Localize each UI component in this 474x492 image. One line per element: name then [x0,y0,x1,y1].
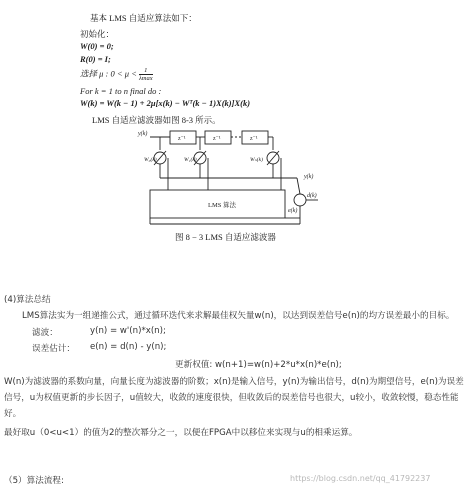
filter-equation: y(n) = w'(n)*x(n); [90,326,166,336]
error-estimate-label: 误差估计： [32,344,75,354]
next-section-heading: （5）算法流程: [4,476,64,486]
delay-label-3: z⁻¹ [250,136,258,142]
loop-text: For k = 1 to n final do : [80,86,162,96]
summary-paragraph-3: 最好取u（0<u<1）的值为2的整次幂分之一，以便在FPGA中以移位来实现与u的相乘运算。 [4,428,358,438]
summary-paragraph-2: W(n)为滤波器的系数向量，向量长度为滤波器的阶数；x(n)是输入信号，y(n)为输出信号，d(n)为期望信号，e(n)为误差信号，u为权值更新的步长因子，u值较大，收敛的速度很快，但收敛后的误差信号也很大，u较小，收敛较慢，稳态性能好。 [4,377,464,419]
weight-update-equation: W(k) = W(k − 1) + 2μ[x(k) − Wᵀ(k − 1)X(k)]X(k) [80,98,251,108]
intro-text: 基本 LMS 自适应算法如下： [90,13,197,23]
summary-paragraph-1: LMS算法实为一组递推公式，通过循环迭代来求解最佳权矢量w(n)，以达到误差信号e(n)的均方误差最小的目标。 [22,311,455,321]
init-label: 初始化： [80,29,115,39]
figure-caption: 图 8 − 3 LMS 自适应滤波器 [175,232,276,242]
error-label: e(k) [288,208,298,214]
delay-label-1: z⁻¹ [178,136,186,142]
mu-prefix: 选择 μ : 0 < μ < [80,68,137,79]
figure-reference: LMS 自适应滤波器如图 8-3 所示。 [92,115,221,125]
mu-denominator: λmax [138,75,153,82]
watermark: https://blog.csdn.net/qq_41792237 [290,474,431,483]
lms-algorithm-label: LMS 算法 [208,202,236,209]
mu-numerator: 1 [139,67,153,75]
error-adder [294,194,306,206]
section-heading: (4)算法总结 [4,295,51,305]
desired-label: d(k) [307,193,317,199]
error-equation: e(n) = d(n) - y(n); [90,342,167,352]
weight-label-0: W₀(k) [144,157,157,163]
filter-label: 滤波： [32,328,58,338]
weight-label-n: Wₙ(k) [250,157,263,163]
delay-label-2: z⁻¹ [213,136,221,142]
init-r0: R(0) = I; [80,54,111,64]
init-w0: W(0) = 0; [80,41,114,51]
input-label: y(k) [138,131,148,137]
weight-update-line: 更新权值: w(n+1)=w(n)+2*u*x(n)*e(n); [175,360,342,370]
output-label: y(k) [304,174,314,180]
weight-label-1: W₁(k) [184,157,197,163]
